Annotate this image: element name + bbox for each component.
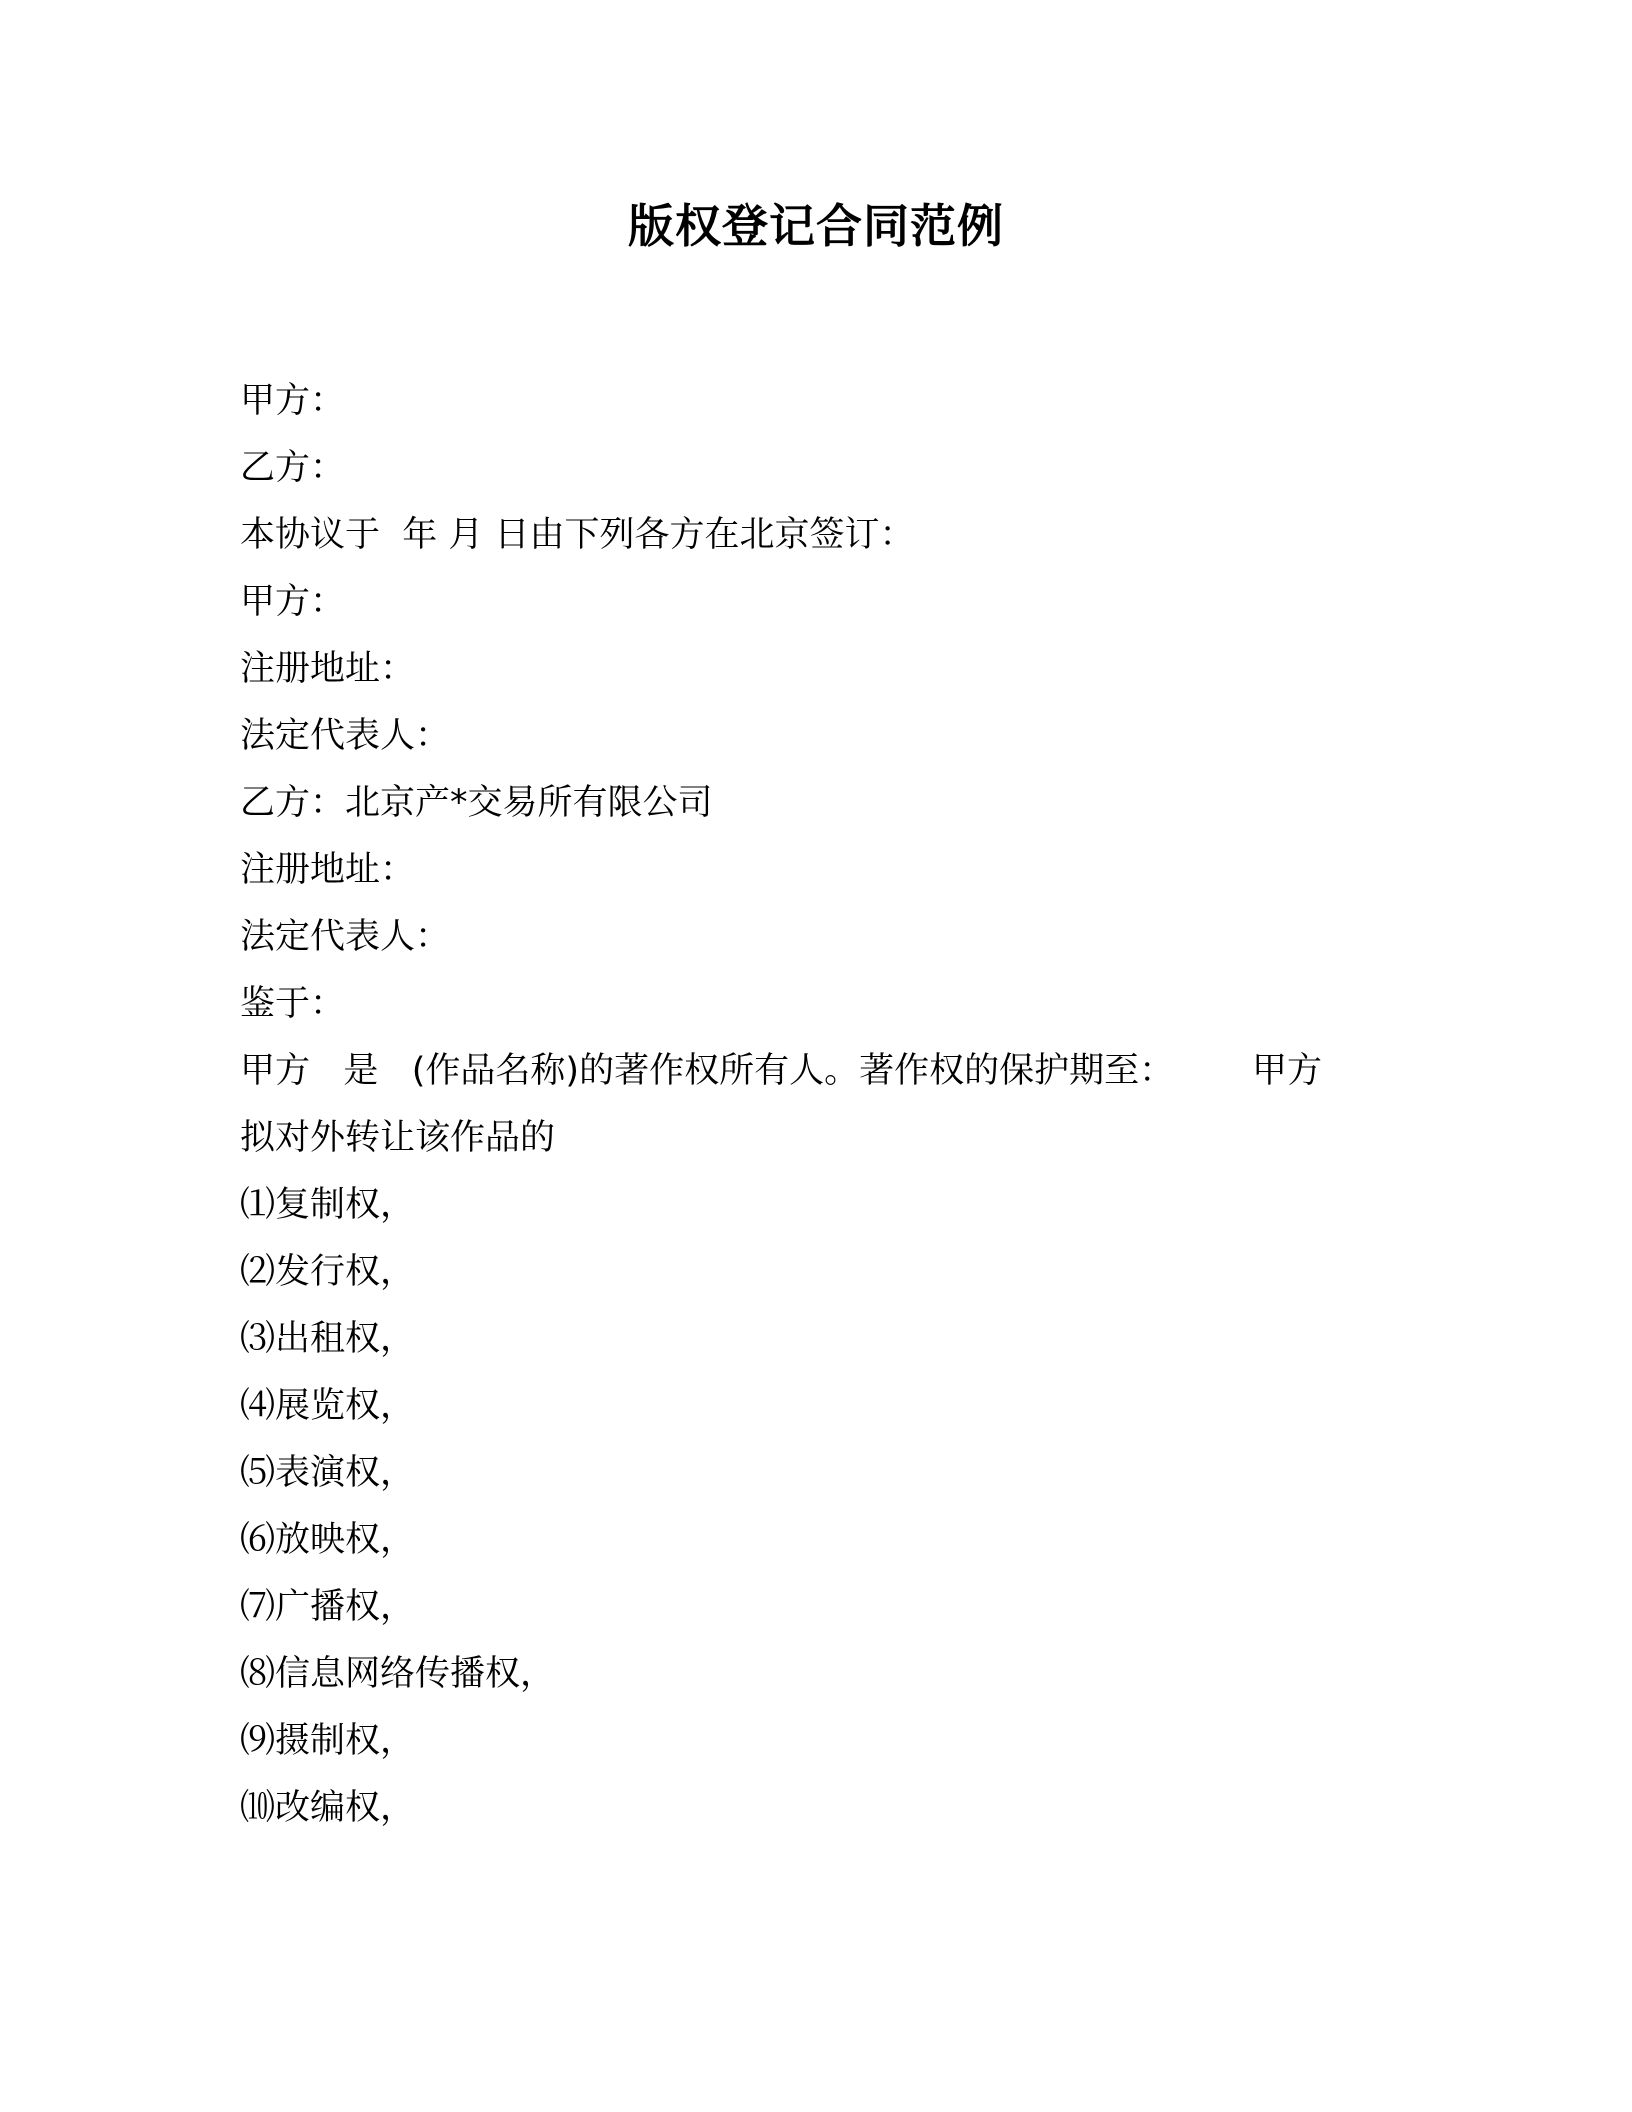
right-item: ⑻信息网络传播权， [240, 1654, 556, 1694]
ownership-statement-continued: 拟对外转让该作品的 [240, 1118, 556, 1158]
party-b-representative: 法定代表人： [240, 917, 451, 957]
party-b-line: 乙方： [240, 448, 346, 488]
party-a-address: 注册地址： [240, 649, 416, 689]
party-b-name: 乙方：北京产*交易所有限公司 [240, 783, 713, 823]
ownership-statement: 甲方 是 (作品名称)的著作权所有人。著作权的保护期至： 甲方 [240, 1051, 1322, 1091]
right-item: ⑸表演权， [240, 1453, 416, 1493]
party-a-line: 甲方： [240, 381, 346, 421]
party-a-name: 甲方： [240, 582, 346, 622]
right-item: ⑼摄制权， [240, 1721, 416, 1761]
right-item: ⑶出租权， [240, 1319, 416, 1359]
party-b-address: 注册地址： [240, 850, 416, 890]
right-item: ⑺广播权， [240, 1587, 416, 1627]
right-item: ⑷展览权， [240, 1386, 416, 1426]
signing-statement: 本协议于 年 月 日由下列各方在北京签订： [240, 515, 915, 555]
party-a-representative: 法定代表人： [240, 716, 451, 756]
right-item: ⑹放映权， [240, 1520, 416, 1560]
whereas-heading: 鉴于： [240, 984, 346, 1024]
right-item: ⑵发行权， [240, 1252, 416, 1292]
right-item: ⑽改编权， [240, 1788, 416, 1828]
document-body [240, 368, 1400, 1842]
right-item: ⑴复制权， [240, 1185, 416, 1225]
document-title: 版权登记合同范例 [628, 199, 1004, 253]
